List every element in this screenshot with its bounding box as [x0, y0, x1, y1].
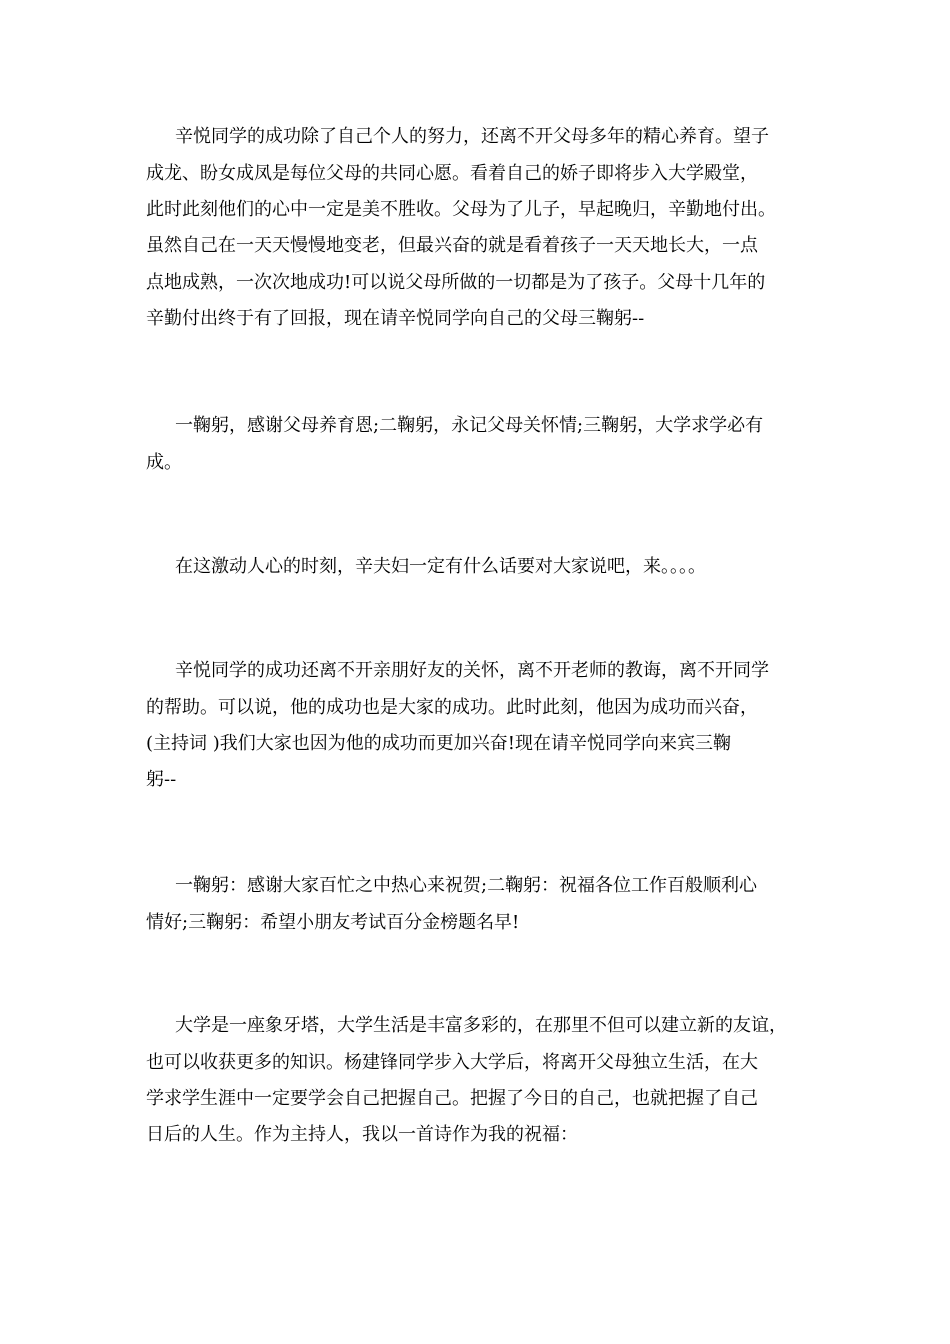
paragraph-line: 情好;三鞠躬：希望小朋友考试百分金榜题名早! [146, 912, 520, 933]
paragraph-line: 成龙、盼女成凤是每位父母的共同心愿。看着自己的娇子即将步入大学殿堂， [146, 163, 758, 184]
paragraph-line: 点地成熟，一次次地成功!可以说父母所做的一切都是为了孩子。父母十几年的 [146, 272, 766, 293]
paragraph-line: 此时此刻他们的心中一定是美不胜收。父母为了儿子，早起晚归，辛勤地付出。 [146, 199, 776, 220]
paragraph-line: 辛悦同学的成功还离不开亲朋好友的关怀，离不开老师的教诲，离不开同学 [175, 660, 769, 681]
paragraph-line: 日后的人生。作为主持人，我以一首诗作为我的祝福： [146, 1124, 578, 1145]
paragraph-line: 辛悦同学的成功除了自己个人的努力，还离不开父母多年的精心养育。望子 [175, 126, 769, 147]
paragraph-line: 的帮助。可以说，他的成功也是大家的成功。此时此刻，他因为成功而兴奋， [146, 697, 758, 718]
paragraph-line: 辛勤付出终于有了回报，现在请辛悦同学向自己的父母三鞠躬-- [146, 308, 645, 329]
paragraph-line: 在这激动人心的时刻，辛夫妇一定有什么话要对大家说吧，来。。。。 [175, 556, 706, 577]
paragraph-line: 虽然自己在一天天慢慢地变老，但最兴奋的就是看着孩子一天天地长大，一点 [146, 235, 758, 256]
paragraph-line: (主持词 )我们大家也因为他的成功而更加兴奋!现在请辛悦同学向来宾三鞠 [146, 733, 731, 754]
paragraph-line: 成。 [146, 452, 182, 473]
paragraph-line: 躬-- [146, 769, 177, 790]
paragraph-line: 一鞠躬，感谢父母养育恩;二鞠躬，永记父母关怀情;三鞠躬，大学求学必有 [175, 415, 764, 436]
paragraph-line: 大学是一座象牙塔，大学生活是丰富多彩的，在那里不但可以建立新的友谊， [175, 1015, 787, 1036]
paragraph-line: 也可以收获更多的知识。杨建锋同学步入大学后，将离开父母独立生活，在大 [146, 1052, 758, 1073]
paragraph-line: 学求学生涯中一定要学会自己把握自己。把握了今日的自己，也就把握了自己 [146, 1088, 758, 1109]
paragraph-line: 一鞠躬：感谢大家百忙之中热心来祝贺;二鞠躬：祝福各位工作百般顺利心 [175, 875, 758, 896]
